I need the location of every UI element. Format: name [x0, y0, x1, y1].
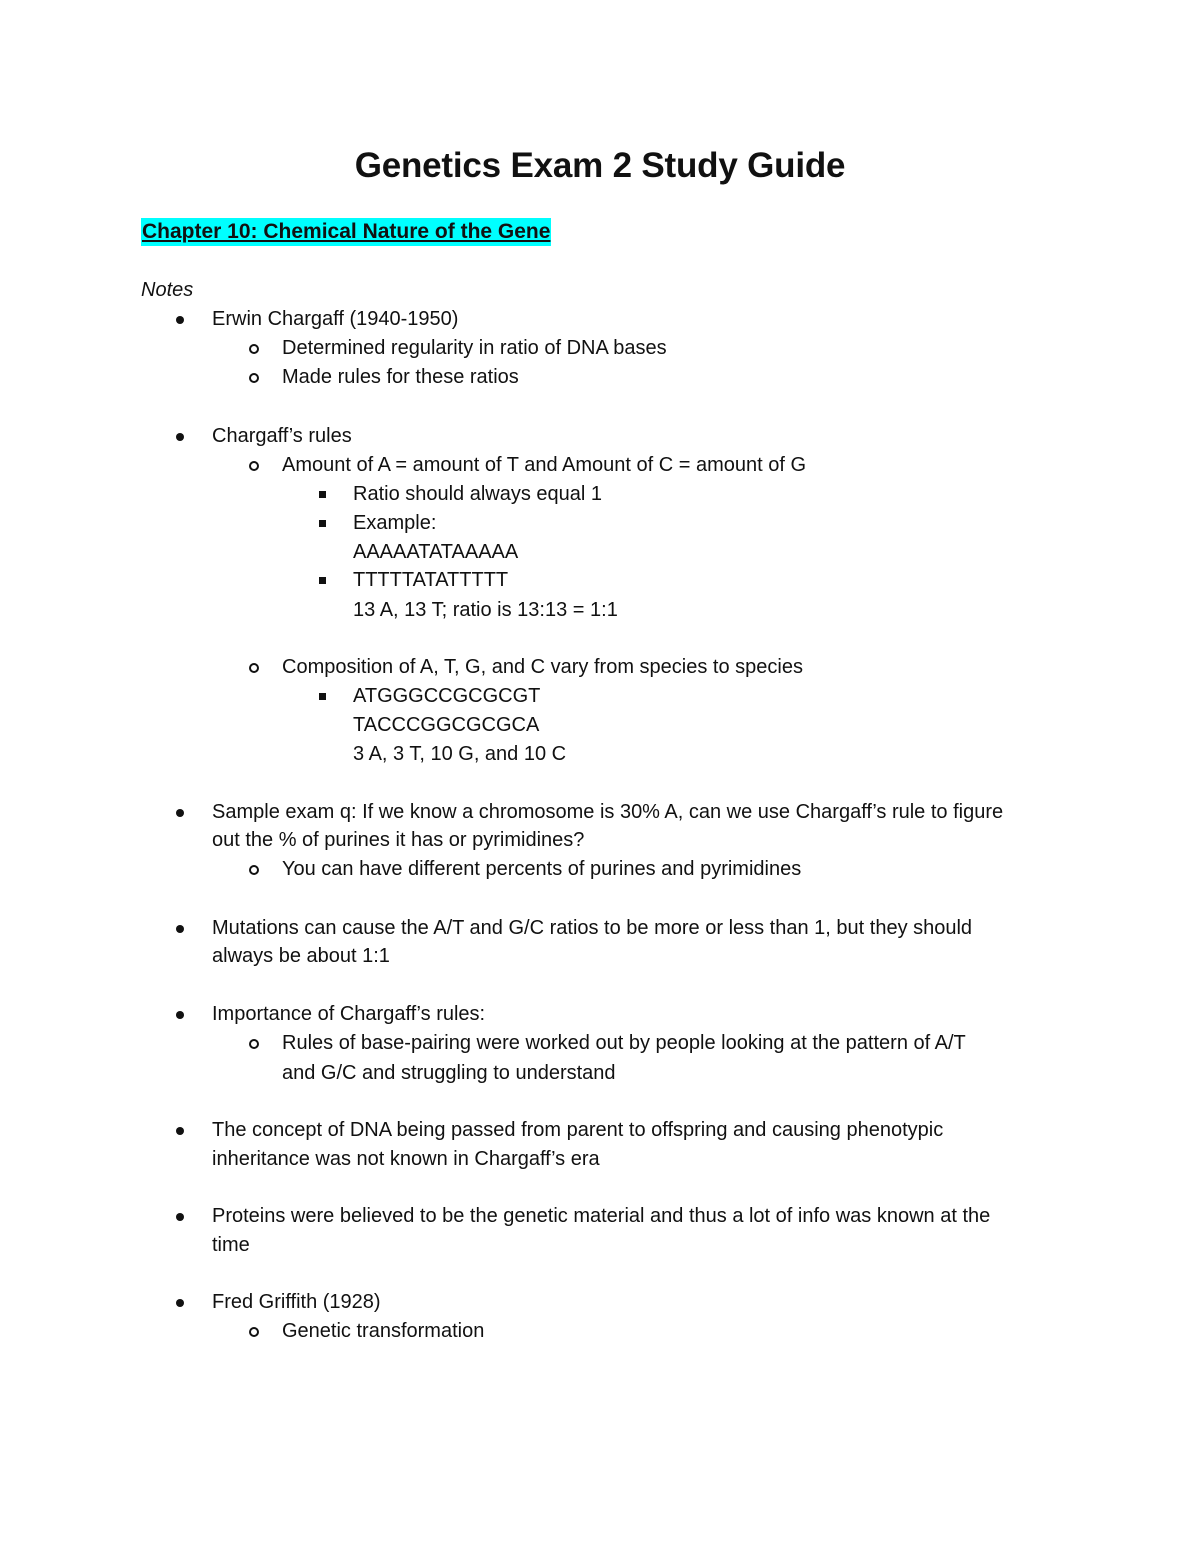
list-item: TACCCGGCGCGCA: [353, 714, 540, 736]
list-item: time: [212, 1234, 250, 1256]
bullet-circle-icon: [249, 373, 259, 383]
list-item: Genetic transformation: [282, 1320, 485, 1342]
list-item: always be about 1:1: [212, 945, 390, 967]
list-item: Ratio should always equal 1: [353, 483, 603, 505]
list-item: inheritance was not known in Chargaff’s era: [212, 1148, 600, 1170]
list-item: You can have different percents of purines and pyrimidines: [282, 858, 802, 880]
list-item: AAAAATATAAAAA: [353, 541, 519, 563]
list-item: Made rules for these ratios: [282, 366, 519, 388]
list-item: Determined regularity in ratio of DNA bases: [282, 337, 667, 359]
list-item: Amount of A = amount of T and Amount of C = amount of G: [282, 454, 807, 476]
list-item: Sample exam q: If we know a chromosome is 30% A, can we use Chargaff’s rule to figure: [212, 801, 1004, 823]
bullet-circle-icon: [249, 663, 259, 673]
document-title: Genetics Exam 2 Study Guide: [354, 146, 846, 185]
list-item: Composition of A, T, G, and C vary from species to species: [282, 656, 803, 678]
bullet-dot-icon: [176, 1011, 184, 1019]
bullet-dot-icon: [176, 1299, 184, 1307]
notes-label: Notes: [141, 279, 194, 301]
list-item: Chargaff’s rules: [212, 425, 352, 447]
bullet-circle-icon: [249, 865, 259, 875]
list-item: Rules of base-pairing were worked out by people looking at the pattern of A/T: [282, 1032, 966, 1054]
list-item: Mutations can cause the A/T and G/C ratios to be more or less than 1, but they should: [212, 917, 973, 939]
list-item: The concept of DNA being passed from parent to offspring and causing phenotypic: [212, 1119, 944, 1141]
bullet-square-icon: [319, 693, 326, 700]
bullet-square-icon: [319, 577, 326, 584]
list-item: and G/C and struggling to understand: [282, 1062, 616, 1084]
list-item: Proteins were believed to be the genetic material and thus a lot of info was known at the: [212, 1205, 991, 1227]
bullet-dot-icon: [176, 1213, 184, 1221]
list-item: 13 A, 13 T; ratio is 13:13 = 1:1: [353, 599, 618, 621]
bullet-circle-icon: [249, 1039, 259, 1049]
bullet-dot-icon: [176, 316, 184, 324]
bullet-circle-icon: [249, 344, 259, 354]
list-item: TTTTTATATTTTT: [353, 569, 509, 591]
bullet-dot-icon: [176, 925, 184, 933]
list-item: Example:: [353, 512, 437, 534]
bullet-dot-icon: [176, 1127, 184, 1135]
bullet-dot-icon: [176, 809, 184, 817]
list-item: Fred Griffith (1928): [212, 1291, 381, 1313]
bullet-circle-icon: [249, 461, 259, 471]
chapter-heading: Chapter 10: Chemical Nature of the Gene: [141, 218, 551, 246]
list-item: ATGGGCCGCGCGT: [353, 685, 541, 707]
list-item: Erwin Chargaff (1940-1950): [212, 308, 459, 330]
bullet-circle-icon: [249, 1327, 259, 1337]
list-item: out the % of purines it has or pyrimidines?: [212, 829, 585, 851]
bullet-dot-icon: [176, 433, 184, 441]
bullet-square-icon: [319, 491, 326, 498]
list-item: 3 A, 3 T, 10 G, and 10 C: [353, 743, 567, 765]
bullet-square-icon: [319, 520, 326, 527]
list-item: Importance of Chargaff’s rules:: [212, 1003, 486, 1025]
